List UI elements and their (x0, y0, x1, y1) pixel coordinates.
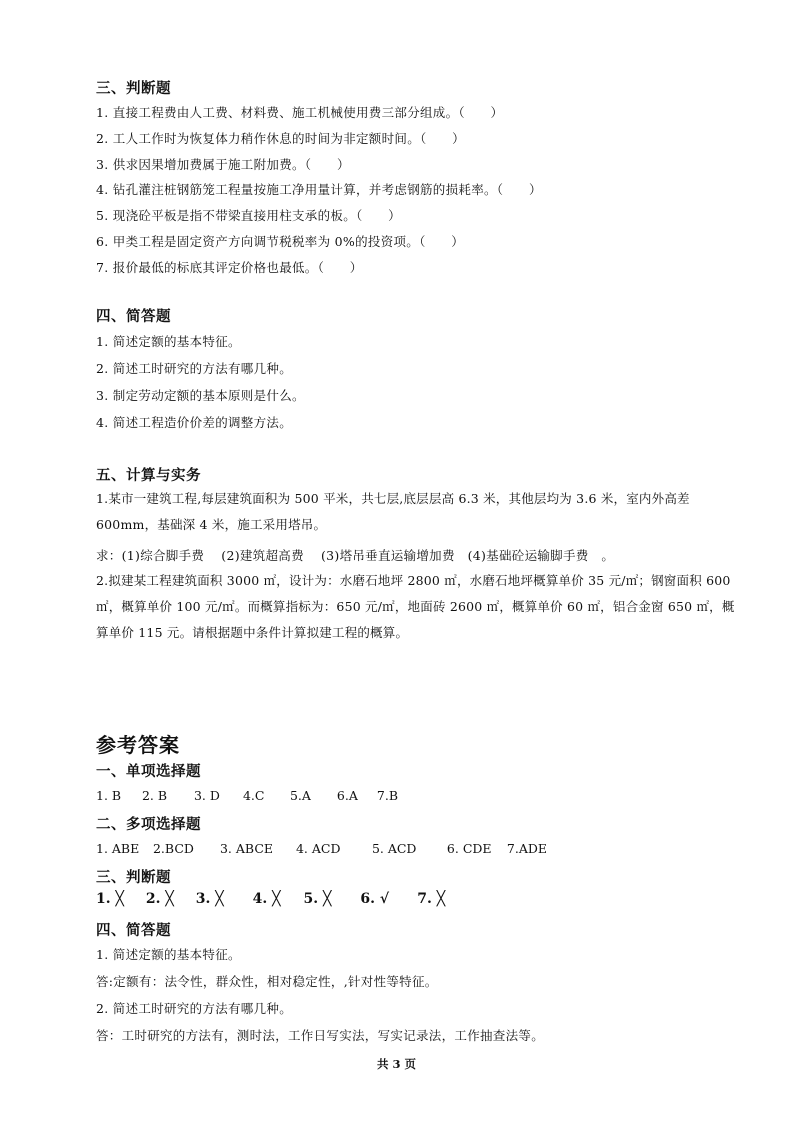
judge-answer (96, 891, 141, 907)
answers-short-title: 四、简答题 (96, 922, 171, 939)
answers-title: 参考答案 (96, 733, 180, 757)
answers-multi-title: 二、多项选择题 (96, 816, 201, 833)
calc-section-title: 五、计算与实务 (96, 467, 201, 484)
short-item: 1. 简述定额的基本特征。 (96, 334, 241, 349)
judge-answer (196, 891, 248, 907)
answer-item: 1. ABE (96, 841, 140, 856)
cross-mark-icon: ╳ (215, 891, 224, 907)
answers-multi-row (96, 841, 547, 856)
judge-item: 6. 甲类工程是固定资产方向调节税税率为 0%的投资项。（ ） (96, 234, 465, 249)
cross-mark-icon: ╳ (165, 891, 174, 907)
answer-item: 4.C (242, 788, 265, 803)
short-item: 4. 简述工程造价价差的调整方法。 (96, 415, 293, 430)
answer-item: 3. D (193, 788, 220, 803)
judge-answer-number: 2. (145, 891, 161, 907)
judge-answer (417, 891, 445, 907)
cross-mark-icon: ╳ (115, 891, 124, 907)
judge-section-title: 三、判断题 (96, 80, 171, 97)
cross-mark-icon: ╳ (436, 891, 446, 907)
judge-answer-number: 5. (303, 891, 319, 907)
answers-judge-row (96, 891, 445, 907)
answers-short-question: 2. 简述工时研究的方法有哪几种。 (96, 1001, 293, 1016)
answers-single-title: 一、单项选择题 (96, 763, 201, 780)
judge-answer-number: 1. (96, 891, 111, 907)
judge-answer (146, 891, 191, 907)
short-item: 3. 制定劳动定额的基本原则是什么。 (96, 388, 305, 403)
short-section-title: 四、简答题 (96, 308, 171, 325)
answer-item: 5.A (289, 788, 311, 803)
judge-answer (360, 891, 412, 907)
answer-item: 7.B (376, 788, 399, 803)
judge-answer-number: 4. (252, 891, 268, 907)
calc-problem-1: 1.某市一建筑工程,每层建筑面积为 500 平米，共七层,底层层高 6.3 米，其他层均为 3.6 米，室内外高差 600mm，基础深 4 米，施工采用塔吊。 (96, 491, 690, 532)
page-count-footer: 共 3 页 (376, 1057, 416, 1071)
answer-item: 2. B (141, 788, 168, 803)
answer-item: 2.BCD (152, 841, 194, 856)
calc-problem-1-ask: 求：(1)综合脚手费 (2)建筑超高费 (3)塔吊垂直运输增加费 (4)基础砼运输脚手费 。 (96, 548, 615, 563)
answers-single-row (96, 788, 398, 803)
answers-short-answer: 答:定额有：法令性，群众性，相对稳定性，,针对性等特征。 (96, 974, 438, 989)
answers-judge-title: 三、判断题 (96, 869, 171, 886)
answer-item: 1. B (96, 788, 122, 803)
judge-item: 7. 报价最低的标底其评定价格也最低。（ ） (96, 260, 363, 275)
cross-mark-icon: ╳ (323, 891, 332, 907)
answers-short-answer: 答：工时研究的方法有，测时法，工作日写实法，写实记录法，工作抽查法等。 (96, 1028, 545, 1043)
judge-answer-number: 7. (417, 891, 432, 907)
judge-answer-number: 3. (195, 891, 211, 907)
answer-item: 5. ACD (371, 841, 417, 856)
judge-answer (253, 891, 299, 907)
judge-answer-number: 6. (360, 891, 375, 907)
judge-answer (304, 891, 356, 907)
judge-item: 5. 现浇砼平板是指不带梁直接用柱支承的板。（ ） (96, 208, 401, 223)
answer-item: 7.ADE (506, 841, 548, 856)
judge-item: 1. 直接工程费由人工费、材料费、施工机械使用费三部分组成。（ ） (96, 105, 504, 120)
cross-mark-icon: ╳ (272, 891, 281, 907)
judge-item: 2. 工人工作时为恢复体力稍作休息的时间为非定额时间。（ ） (96, 131, 465, 146)
answer-item: 3. ABCE (219, 841, 274, 856)
answer-item: 4. ACD (295, 841, 341, 856)
check-mark-icon: √ (379, 891, 390, 907)
answer-item: 6. CDE (446, 841, 492, 856)
judge-item: 3. 供求因果增加费属于施工附加费。（ ） (96, 157, 350, 172)
judge-item: 4. 钻孔灌注桩钢筋笼工程量按施工净用量计算，并考虑钢筋的损耗率。（ ） (96, 182, 542, 197)
answers-short-question: 1. 简述定额的基本特征。 (96, 947, 241, 962)
answer-item: 6.A (336, 788, 358, 803)
calc-problem-2: 2.拟建某工程建筑面积 3000 ㎡，设计为：水磨石地坪 2800 ㎡，水磨石地坪概算单价 35 元/㎡；钢窗面积 600 ㎡，概算单价 100 元/㎡。而概算指标为：650 元/㎡，地面砖 2600 ㎡，概算单价 60 ㎡，铝合金窗 650 ㎡，概算单价 115 元。请根据题中条件计算拟建工程的概算。 (96, 573, 735, 640)
short-item: 2. 简述工时研究的方法有哪几种。 (96, 361, 293, 376)
